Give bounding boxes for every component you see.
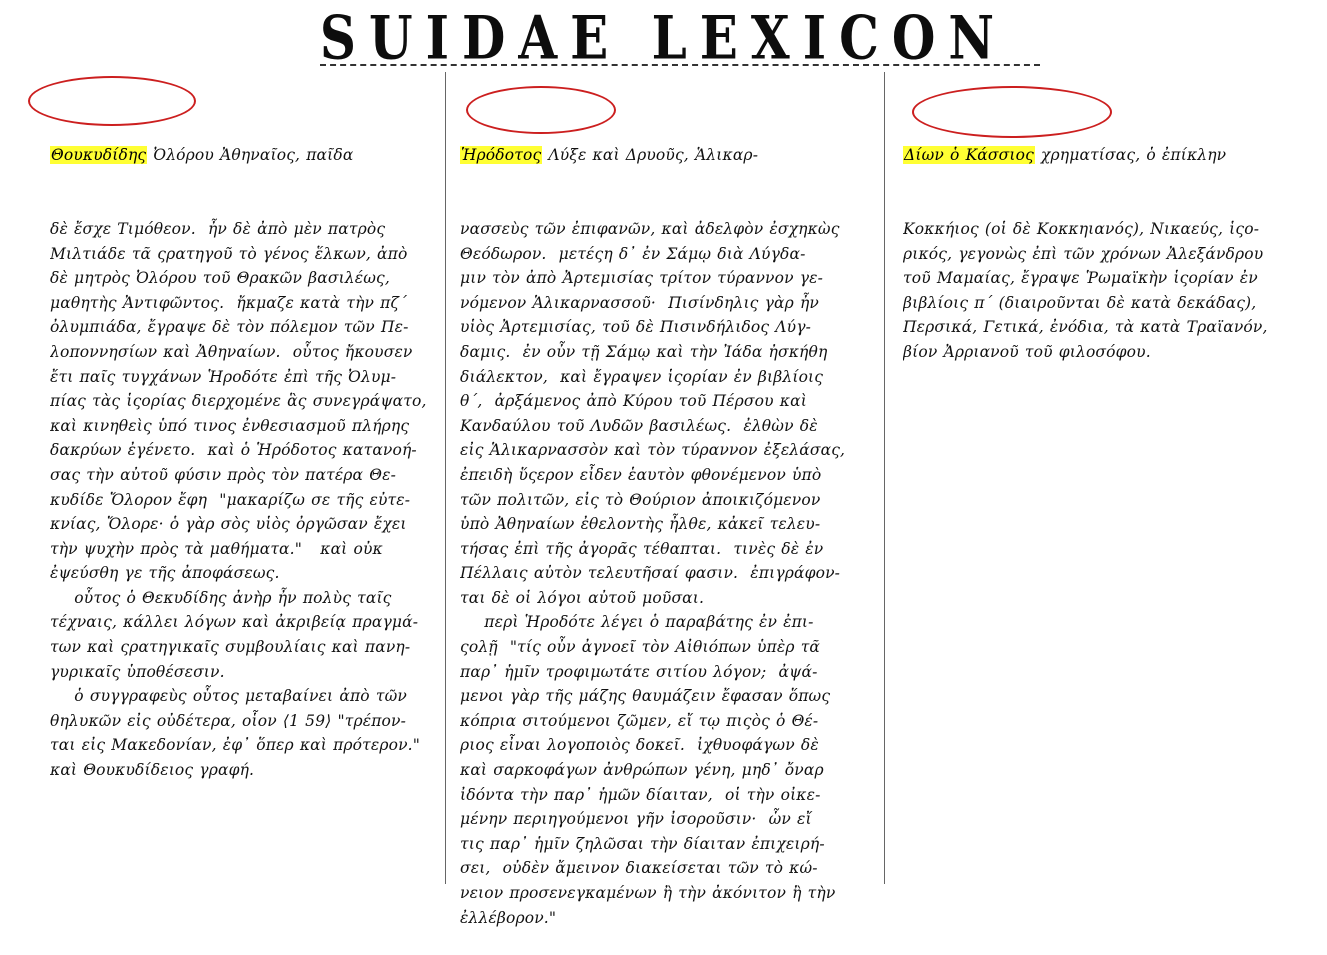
text-line: ἐπειδὴ ὕςερον εἶδεν ἑαυτὸν φθονέμενον ὑπὸ [460, 465, 822, 484]
text-line: λοποννησίων καὶ Ἀθηναίων. οὗτος ἤκουσεν [50, 342, 413, 361]
entry-first-line [460, 143, 878, 168]
text-line: νειον προσενεγκαμένων ἢ τὴν ἀκόνιτον ἢ τὴν [460, 884, 836, 902]
entry-first-line [903, 143, 1323, 168]
text-line: ςολῇ "τίς οὖν ἀγνοεῖ τὸν Αἰθιόπων ὑπὲρ τᾶ [460, 638, 821, 657]
text-line: καὶ σαρκοφάγων ἀνθρώπων γένη, μηδ᾽ ὄναρ [460, 761, 824, 780]
text-line: τέχναις, κάλλει λόγων καὶ ἀκριβείᾳ πραγμά- [50, 613, 419, 632]
column-divider-left [445, 72, 446, 884]
text-line: ἰδόντα τὴν παρ᾽ ἡμῶν δίαιταν, οἱ τὴν οἰκε- [460, 785, 821, 804]
text-line: γυρικαῖς ὑποθέσεσιν. [50, 662, 225, 681]
text-line: θηλυκῶν εἰς οὐδέτερα, οἷον ⟨1 59⟩ "τρέπον- [50, 711, 406, 730]
headword-herodotus: Ἡρόδοτος [461, 146, 542, 165]
entry-body [50, 217, 438, 783]
headword-thucydides: Θουκυδίδης [51, 146, 147, 165]
text-line: δακρύων ἐγένετο. καὶ ὁ Ἡρόδοτος κατανοή- [50, 441, 417, 460]
text-line: ὑπὸ Ἀθηναίων ἐθελοντὴς ἦλθε, κἀκεῖ τελευ- [460, 515, 821, 534]
text-line: τοῦ Μαμαίας, ἔγραψε Ῥωμαϊκὴν ἱςορίαν ἐν [903, 269, 1258, 288]
text-line: διάλεκτον, καὶ ἔγραψεν ἱςορίαν ἐν βιβλίοις [460, 367, 824, 386]
text-line: δὲ μητρὸς Ὀλόρου τοῦ Θρακῶν βασιλέως, [50, 269, 390, 288]
entry-thucydides [50, 94, 438, 807]
text-line: περὶ Ἡροδότε λέγει ὁ παραβάτης ἐν ἐπι- [460, 613, 814, 632]
entry-cassius-dio [903, 94, 1323, 389]
text-line: Κοκκήιος (οἱ δὲ Κοκκηιανός), Νικαεύς, ἱςο- [903, 219, 1260, 238]
text-line: εἰς Ἁλικαρνασσὸν καὶ τὸν τύραννον ἐξελάσας, [460, 441, 846, 460]
text-line: τήσας ἐπὶ τῆς ἀγορᾶς τέθαπται. τινὲς δὲ ἐν [460, 539, 824, 558]
text-line: δαμις. ἐν οὖν τῇ Σάμῳ καὶ τὴν Ἰάδα ἠσκήθη [460, 342, 828, 361]
text-line: ἐλλέβορον." [460, 908, 557, 927]
text-line: Περσικά, Γετικά, ἐνόδια, τὰ κατὰ Τραϊανόν, [903, 318, 1268, 337]
text-line: Θεόδωρον. μετέςη δ᾽ ἐν Σάμῳ διὰ Λύγδα- [460, 244, 806, 263]
text-line: Κανδαύλου τοῦ Λυδῶν βασιλέως. ἐλθὼν δὲ [460, 416, 818, 435]
text-line: νασσεὺς τῶν ἐπιφανῶν, καὶ ἀδελφὸν ἐσχηκὼς [460, 219, 840, 238]
text-line: νόμενον Ἁλικαρνασσοῦ· Πισίνδηλις γὰρ ἦν [460, 293, 819, 312]
entry-first-line [50, 143, 438, 168]
text-line: ἐψεύσθη γε τῆς ἀποφάσεως. [50, 564, 280, 583]
text-line: μενοι γὰρ τῆς μάζης θαυμάζειν ἔφασαν ὅπως [460, 687, 831, 706]
text-line: σας τὴν αὐτοῦ φύσιν πρὸς τὸν πατέρα Θε- [50, 465, 396, 484]
text-line: δὲ ἔσχε Τιμόθεον. ἦν δὲ ἀπὸ μὲν πατρὸς [50, 219, 386, 238]
text-line: μαθητὴς Ἀντιφῶντος. ἤκμαζε κατὰ τὴν πζ´ [50, 293, 407, 312]
text-line: ὀλυμπιάδα, ἔγραψε δὲ τὸν πόλεμον τῶν Πε- [50, 318, 409, 337]
text-line: θ´, ἀρξάμενος ἀπὸ Κύρου τοῦ Πέρσου καὶ [460, 392, 807, 411]
text-line: πίας τὰς ἱςορίας διερχομένε ἃς συνεγράψατο, [50, 392, 427, 411]
text-line: καὶ κινηθεὶς ὑπό τινος ἐνθεσιασμοῦ πλήρης [50, 416, 410, 435]
text-line: Μιλτιάδε τᾶ ςρατηγοῦ τὸ γένος ἕλκων, ἀπὸ [50, 244, 408, 263]
text-line: τὴν ψυχὴν πρὸς τὰ μαθήματα." καὶ οὐκ [50, 539, 383, 558]
text-line: των καὶ ςρατηγικαῖς συμβουλίαις καὶ πανη- [50, 638, 411, 657]
entry-body [903, 217, 1323, 365]
text-line: ἔτι παῖς τυγχάνων Ἡροδότε ἐπὶ τῆς Ὀλυμ- [50, 367, 397, 386]
entry-herodotus [460, 94, 878, 955]
text-line: καὶ Θουκυδίδειος γραφή. [50, 761, 255, 780]
entry-body [460, 217, 878, 930]
text-line: παρ᾽ ἡμῖν τροφιμωτάτε σιτίου λόγον; ἀψά- [460, 662, 818, 681]
column-divider-right [884, 72, 885, 884]
first-line-text: χρηματίσας, ὁ ἐπίκλην [1034, 146, 1227, 165]
first-line-text: Ὀλόρου Ἀθηναῖος, παῖδα [147, 146, 354, 165]
text-line: μιν τὸν ἀπὸ Ἀρτεμισίας τρίτον τύραννον γε- [460, 269, 823, 288]
text-line: οὗτος ὁ Θεκυδίδης ἀνὴρ ἦν πολὺς ταῖς [50, 588, 392, 607]
text-line: ται εἰς Μακεδονίαν, ἐφ᾽ ὅπερ καὶ πρότερον." [50, 736, 421, 755]
text-line: ριος εἶναι λογοποιὸς δοκεῖ. ἰχθυοφάγων δὲ [460, 736, 819, 755]
text-line: βίον Ἀρριανοῦ τοῦ φιλοσόφου. [903, 342, 1151, 361]
text-line: Πέλλαις αὐτὸν τελευτῆσαί φασιν. ἐπιγράφον- [460, 564, 841, 583]
text-line: ρικός, γεγονὼς ἐπὶ τῶν χρόνων Ἀλεξάνδρου [903, 244, 1264, 263]
text-line: κυδίδε Ὄλορον ἔφη "μακαρίζω σε τῆς εὐτε- [50, 490, 411, 509]
text-line: βιβλίοις π´ (διαιροῦνται δὲ κατὰ δεκάδας), [903, 293, 1257, 312]
text-line: υἱὸς Ἀρτεμισίας, τοῦ δὲ Πισινδήλιδος Λύγ- [460, 318, 812, 337]
text-line: κνίας, Ὄλορε· ὁ γὰρ σὸς υἱὸς ὀργῶσαν ἔχει [50, 515, 407, 534]
headword-cassius-dio: Δίων ὁ Κάσσιος [904, 146, 1034, 165]
text-line: τις παρ᾽ ἡμῖν ζηλῶσαι τὴν δίαιταν ἐπιχειρή- [460, 834, 825, 853]
text-line: κόπρια σιτούμενοι ζῶμεν, εἴ τῳ πιςὸς ὁ Θέ- [460, 711, 819, 730]
page-title: SUIDAE LEXICON [319, 2, 1008, 73]
text-line: τῶν πολιτῶν, εἰς τὸ Θούριον ἀποικιζόμενον [460, 490, 821, 509]
text-line: ται δὲ οἱ λόγοι αὐτοῦ μοῦσαι. [460, 588, 705, 607]
text-line: σει, οὐδὲν ἄμεινον διακείσεται τῶν τὸ κώ- [460, 859, 818, 878]
title-divider [320, 64, 1040, 66]
text-line: μένην περιηγούμενοι γῆν ἰσοροῦσιν· ὧν εἴ [460, 810, 812, 829]
first-line-text: Λύξε καὶ Δρυοῦς, Ἁλικαρ- [542, 146, 759, 165]
text-line: ὁ συγγραφεὺς οὗτος μεταβαίνει ἀπὸ τῶν [50, 687, 407, 706]
